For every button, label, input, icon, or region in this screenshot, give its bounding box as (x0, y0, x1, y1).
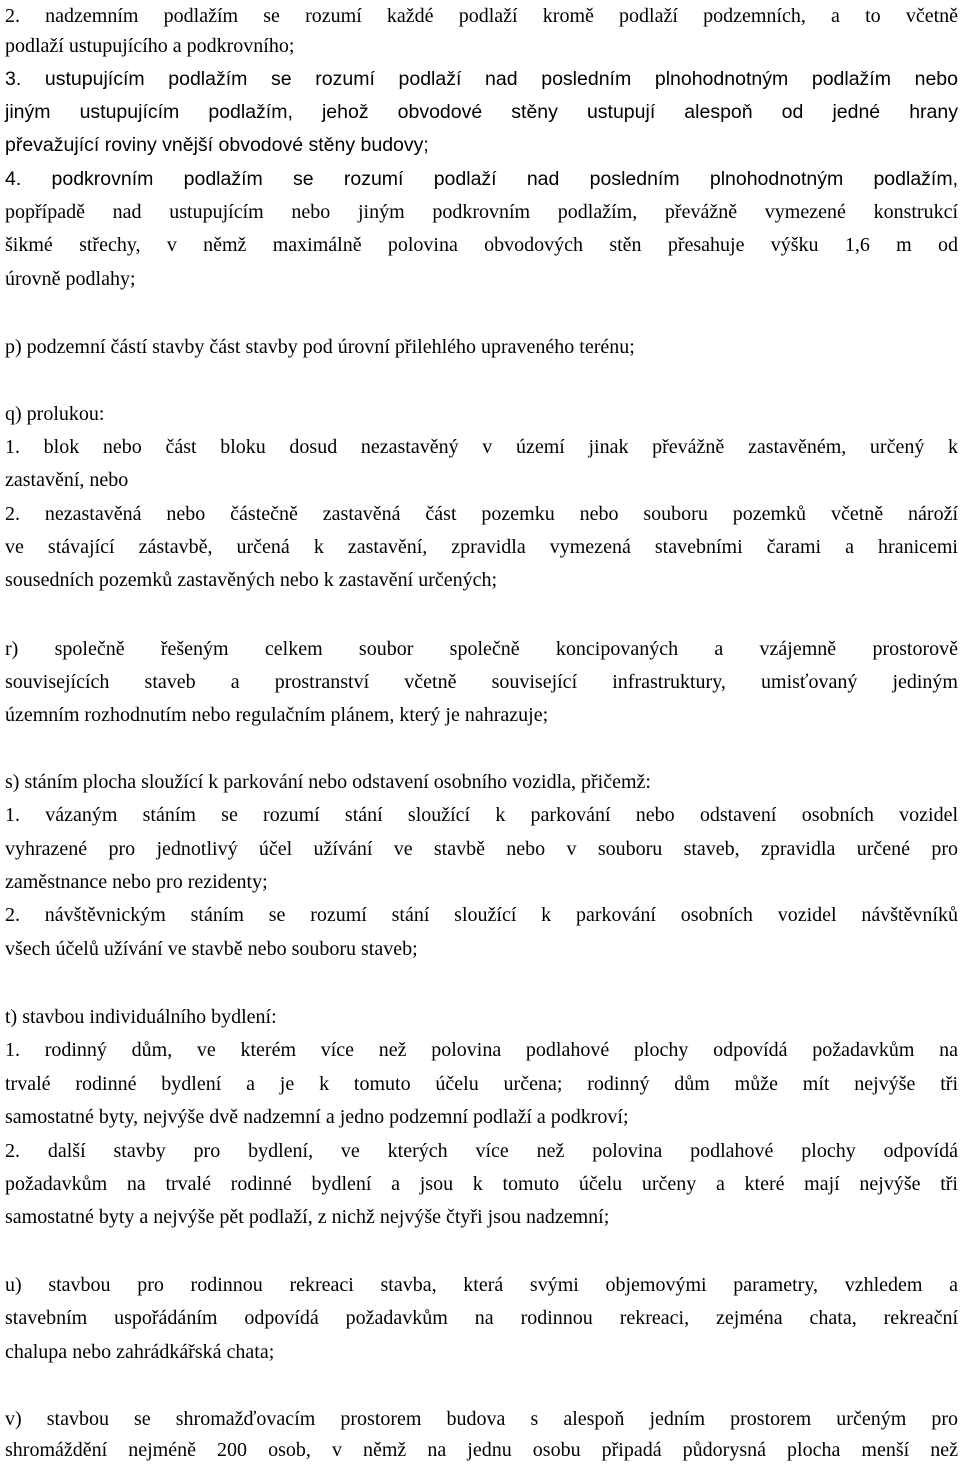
text-line: jiným ustupujícím podlažím, jehož obvodové stěny ustupují alespoň od jedné hrany (5, 101, 958, 123)
text-line: samostatné byty, nejvýše dvě nadzemní a jedno podzemní podlaží a podkroví; (5, 1106, 629, 1128)
text-line: všech účelů užívání ve stavbě nebo souboru staveb; (5, 938, 418, 960)
text-line: vyhrazené pro jednotlivý účel užívání ve stavbě nebo v souboru staveb, zpravidla určené pro (5, 838, 958, 860)
text-line: územním rozhodnutím nebo regulačním plánem, který je nahrazuje; (5, 704, 549, 726)
text-line: zastavění, nebo (5, 469, 129, 491)
text-line: 1. rodinný dům, ve kterém více než polovina podlahové plochy odpovídá požadavkům na (5, 1039, 958, 1061)
text-line: 2. nezastavěná nebo částečně zastavěná část pozemku nebo souboru pozemků včetně nároží (5, 503, 958, 525)
text-line: 2. nadzemním podlažím se rozumí každé podlaží kromě podlaží podzemních, a to včetně (5, 5, 958, 27)
text-line: šikmé střechy, v němž maximálně polovina obvodových stěn přesahuje výšku 1,6 m od (5, 234, 958, 256)
text-line: u) stavbou pro rodinnou rekreaci stavba, která svými objemovými parametry, vzhledem a (5, 1274, 958, 1296)
text-line: 2. další stavby pro bydlení, ve kterých více než polovina podlahové plochy odpovídá (5, 1140, 958, 1162)
text-line: r) společně řešeným celkem soubor společně koncipovaných a vzájemně prostorově (5, 638, 958, 660)
text-line: p) podzemní částí stavby část stavby pod úrovní přilehlého upraveného terénu; (5, 336, 635, 358)
text-line: 1. blok nebo část bloku dosud nezastavěný v území jinak převážně zastavěném, určený k (5, 436, 958, 458)
text-line: požadavkům na trvalé rodinné bydlení a jsou k tomuto účelu určeny a které mají nejvýše tři (5, 1173, 958, 1195)
text-line: q) prolukou: (5, 403, 105, 425)
text-line: trvalé rodinné bydlení a je k tomuto účelu určena; rodinný dům může mít nejvýše tři (5, 1073, 958, 1095)
text-line: t) stavbou individuálního bydlení: (5, 1006, 277, 1028)
text-line: shromáždění nejméně 200 osob, v němž na jednu osobu připadá půdorysná plocha menší než (5, 1439, 958, 1461)
text-line: sousedních pozemků zastavěných nebo k zastavění určených; (5, 569, 498, 591)
text-line: 1. vázaným stáním se rozumí stání sloužící k parkování nebo odstavení osobních vozidel (5, 804, 958, 826)
text-line: podlaží ustupujícího a podkrovního; (5, 35, 295, 57)
text-line: zaměstnance nebo pro rezidenty; (5, 871, 268, 893)
text-line: souvisejících staveb a prostranství včetně související infrastruktury, umisťovaný jediným (5, 671, 958, 693)
text-line: v) stavbou se shromažďovacím prostorem budova s alespoň jedním prostorem určeným pro (5, 1408, 958, 1430)
text-line: úrovně podlahy; (5, 268, 136, 290)
text-line: popřípadě nad ustupujícím nebo jiným podkrovním podlažím, převážně vymezené konstrukcí (5, 201, 958, 223)
text-line: stavebním uspořádáním odpovídá požadavkům na rodinnou rekreaci, zejména chata, rekreační (5, 1307, 958, 1329)
text-line: převažující roviny vnější obvodové stěny budovy; (5, 134, 429, 156)
text-line: 3. ustupujícím podlažím se rozumí podlaží nad posledním plnohodnotným podlažím nebo (5, 68, 958, 90)
text-line: samostatné byty a nejvýše pět podlaží, z nichž nejvýše čtyři jsou nadzemní; (5, 1206, 610, 1228)
text-line: ve stávající zástavbě, určená k zastavění, zpravidla vymezená stavebními čarami a hranicemi (5, 536, 958, 558)
text-line: chalupa nebo zahrádkářská chata; (5, 1341, 275, 1363)
text-line: s) stáním plocha sloužící k parkování nebo odstavení osobního vozidla, přičemž: (5, 771, 651, 793)
text-line: 4. podkrovním podlažím se rozumí podlaží nad posledním plnohodnotným podlažím, (5, 168, 958, 190)
text-line: 2. návštěvnickým stáním se rozumí stání sloužící k parkování osobních vozidel návštěvníků (5, 904, 958, 926)
